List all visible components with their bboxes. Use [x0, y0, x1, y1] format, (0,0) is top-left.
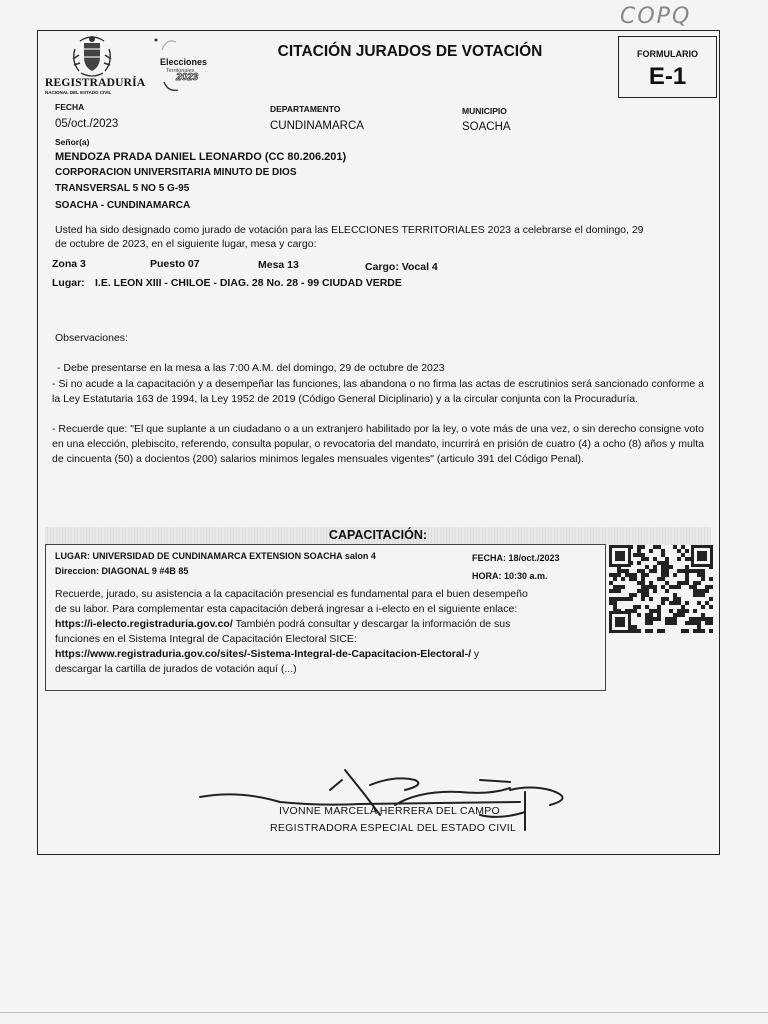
- cap-text-5-line: [55, 647, 479, 662]
- designation-line-1: Usted ha sido designado como jurado de votación para las ELECCIONES TERRITORIALES 2023 a celebrarse el domingo, 29: [55, 224, 644, 236]
- elecciones-year: 2023: [176, 72, 199, 83]
- cap-text-4: funciones en el Sistema Integral de Capacitación Electoral SICE:: [55, 633, 357, 645]
- cargo: Cargo: Vocal 4: [365, 261, 438, 273]
- registraduria-name: REGISTRADURÍA: [45, 77, 146, 89]
- zona: Zona 3: [52, 258, 86, 270]
- observacion-2: - Si no acude a la capacitación y a desempeñar las funciones, las abandona o no firma las actas de escrutinios será sancionado conforme a la Ley Estatutaria 163 de 1994, la Ley 1952 de 2019 (Código General Diciplinario) y a la circular conjunta con la Procuraduría.: [52, 378, 704, 405]
- observaciones-label: Observaciones:: [55, 332, 128, 344]
- cap-text-1: Recuerde, jurado, su asistencia a la capacitación presencial es fundamental para el buen desempeño: [55, 588, 528, 600]
- signatory-name: IVONNE MARCELA HERRERA DEL CAMPO: [279, 805, 501, 817]
- cap-text-5: y: [471, 648, 480, 660]
- form-code: E-1: [648, 63, 687, 90]
- form-code-box: [618, 36, 717, 98]
- elecciones-word: Elecciones: [160, 57, 208, 67]
- departamento-label: DEPARTAMENTO: [270, 104, 341, 114]
- municipio-label: MUNICIPIO: [462, 106, 507, 116]
- page-bottom-rule: [0, 1012, 768, 1013]
- capacitacion-title: CAPACITACIÓN:: [328, 528, 428, 542]
- mesa: Mesa 13: [258, 259, 299, 271]
- elecciones-logo: [148, 34, 213, 98]
- cap-text-3: También podrá consultar y descargar la información de sus: [232, 618, 511, 630]
- recipient-address: TRANSVERSAL 5 NO 5 G-95: [55, 183, 190, 194]
- recipient-name: MENDOZA PRADA DANIEL LEONARDO (CC 80.206.201): [55, 151, 347, 163]
- cap-text-3-line: [55, 617, 510, 632]
- cap-lugar: LUGAR: UNIVERSIDAD DE CUNDINAMARCA EXTENSION SOACHA salon 4: [55, 551, 376, 561]
- fecha-label: FECHA: [55, 102, 85, 112]
- cap-direccion: Direccion: DIAGONAL 9 #4B 85: [55, 566, 189, 576]
- lugar-value: I.E. LEON XIII - CHILOE - DIAG. 28 No. 28 - 99 CIUDAD VERDE: [95, 277, 402, 289]
- cap-fecha: FECHA: 18/oct./2023: [472, 553, 560, 563]
- handwritten-note: COPQ: [620, 4, 692, 29]
- document-title: CITACIÓN JURADOS DE VOTACIÓN: [277, 43, 543, 60]
- i-electo-link[interactable]: https://i-electo.registraduria.gov.co/: [55, 618, 233, 630]
- lugar-label: Lugar:: [52, 277, 85, 289]
- observacion-1: - Debe presentarse en la mesa a las 7:00 A.M. del domingo, 29 de octubre de 2023: [57, 362, 445, 374]
- cap-text-2: de su labor. Para complementar esta capacitación deberá ingresar a i-electo en el siguiente enlace:: [55, 603, 518, 615]
- registraduria-subtitle: NACIONAL DEL ESTADO CIVIL: [45, 90, 112, 95]
- cap-hora: HORA: 10:30 a.m.: [472, 571, 548, 581]
- fecha-value: 05/oct./2023: [55, 118, 119, 130]
- sice-link[interactable]: https://www.registraduria.gov.co/sites/-Sistema-Integral-de-Capacitacion-Electoral-/: [55, 648, 472, 660]
- recipient-institution: CORPORACION UNIVERSITARIA MINUTO DE DIOS: [55, 167, 297, 178]
- cap-text-6: descargar la cartilla de jurados de votación aquí (...): [55, 663, 297, 675]
- elecciones-subtitle: Territoriales: [166, 68, 195, 74]
- recipient-city: SOACHA - CUNDINAMARCA: [55, 200, 191, 211]
- registraduria-logo: [45, 35, 145, 95]
- coat-of-arms-icon: [67, 35, 117, 77]
- qr-code-icon: [609, 545, 713, 633]
- senor-label: Señor(a): [55, 137, 90, 147]
- municipio-value: SOACHA: [462, 121, 511, 133]
- form-label: FORMULARIO: [637, 49, 698, 59]
- observacion-3: - Recuerde que: "El que suplante a un ciudadano o a un extranjero habilitado por la ley, o vote más de una vez, o sin derecho consigne voto en una elección, plebiscito, referendo, consulta popular, o revocatoria del mandato, incurrirá en prisión de cuatro (4) a ocho (8) años y multa de cincuenta (50) a docientos (200) salarios minimos legales mensuales vigentes" (articulo 391 del Código Penal).: [52, 423, 704, 465]
- signatory-role: REGISTRADORA ESPECIAL DEL ESTADO CIVIL: [270, 822, 517, 834]
- puesto: Puesto 07: [150, 258, 200, 270]
- designation-line-2: de octubre de 2023, en el siguiente lugar, mesa y cargo:: [55, 238, 317, 250]
- departamento-value: CUNDINAMARCA: [270, 120, 364, 132]
